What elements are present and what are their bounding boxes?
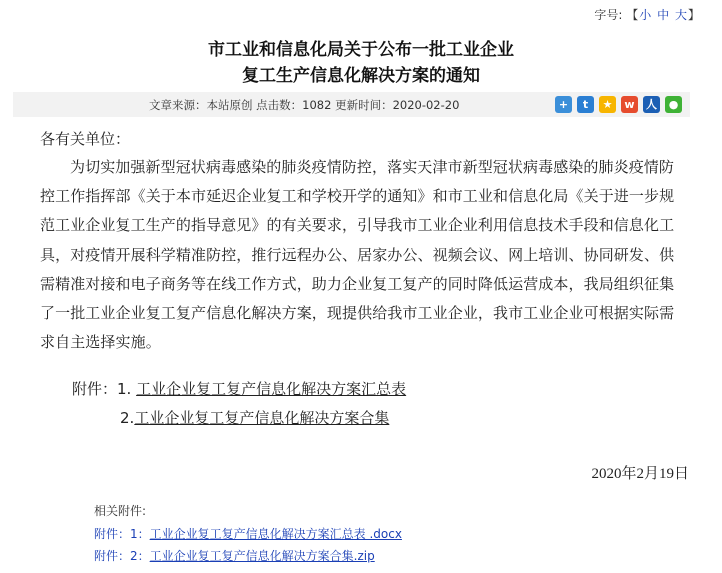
attachment-row-2	[72, 404, 406, 433]
related-item-2	[94, 545, 402, 568]
font-size-open-bracket: 【	[626, 8, 639, 22]
renren-icon[interactable]: 人	[643, 96, 660, 113]
attachments-list	[72, 375, 406, 433]
article-title	[0, 37, 722, 89]
font-size-bar	[594, 6, 700, 23]
attachments-label: 附件：	[72, 380, 118, 398]
weibo-icon[interactable]: w	[621, 96, 638, 113]
font-size-large-link[interactable]: 大	[674, 8, 687, 22]
article-title-line-2: 复工生产信息化解决方案的通知	[242, 66, 480, 86]
article-meta-bar	[13, 92, 690, 117]
related-item-2-prefix[interactable]: 附件：2：	[94, 549, 150, 563]
font-size-label: 字号:	[594, 8, 623, 22]
article-title-line-1: 市工业和信息化局关于公布一批工业企业	[208, 40, 514, 60]
related-attachments	[94, 500, 402, 568]
wechat-icon[interactable]: ●	[665, 96, 682, 113]
publish-date: 2020年2月19日	[591, 466, 689, 482]
attachment-row-1	[72, 375, 406, 404]
related-item-1-prefix[interactable]: 附件：1：	[94, 526, 150, 541]
attachment-1-number: 1.	[117, 380, 137, 398]
greeting: 各有关单位：	[40, 130, 131, 148]
related-item-2-link[interactable]: 工业企业复工复产信息化解决方案合集.zip	[149, 549, 375, 563]
attachment-1-title[interactable]: 工业企业复工复产信息化解决方案汇总表	[136, 380, 407, 398]
font-size-small-link[interactable]: 小	[639, 8, 652, 22]
font-size-medium-link[interactable]: 中	[657, 8, 670, 22]
plus-icon[interactable]: +	[555, 96, 572, 113]
article-meta: 文章来源：本站原创 点击数：1082 更新时间：2020-02-20	[149, 98, 460, 112]
article-body: 为切实加强新型冠状病毒感染的肺炎疫情防控，落实天津市新型冠状病毒感染的肺炎疫情防控工作指挥部《关于本市延迟企业复工和学校开学的通知》和市工业和信息化局《关于进一步规范工业企业复工生产的指导意见》的有关要求，引导我市工业企业利用信息技术手段和信息化工具，对疫情开展科学精准防控，推行远程办公、居家办公、视频会议、网上培训、协同研发、供需精准对接和电子商务等在线工作方式，助力企业复工复产的同时降低运营成本，我局组织征集了一批工业企业复工复产信息化解决方案，现提供给我市工业企业，我市工业企业可根据实际需求自主选择实施。	[40, 158, 675, 352]
tencent-icon[interactable]: t	[577, 96, 594, 113]
attachment-2-title[interactable]: 工业企业复工复产信息化解决方案合集	[134, 409, 390, 427]
related-item-1	[94, 523, 402, 546]
share-icons	[555, 96, 682, 113]
font-size-close-bracket: 】	[687, 8, 700, 22]
related-heading: 相关附件:	[94, 504, 147, 518]
qzone-icon[interactable]: ★	[599, 96, 616, 113]
related-item-1-link[interactable]: 工业企业复工复产信息化解决方案汇总表 .docx	[149, 526, 402, 541]
attachment-2-number: 2.	[120, 409, 135, 427]
